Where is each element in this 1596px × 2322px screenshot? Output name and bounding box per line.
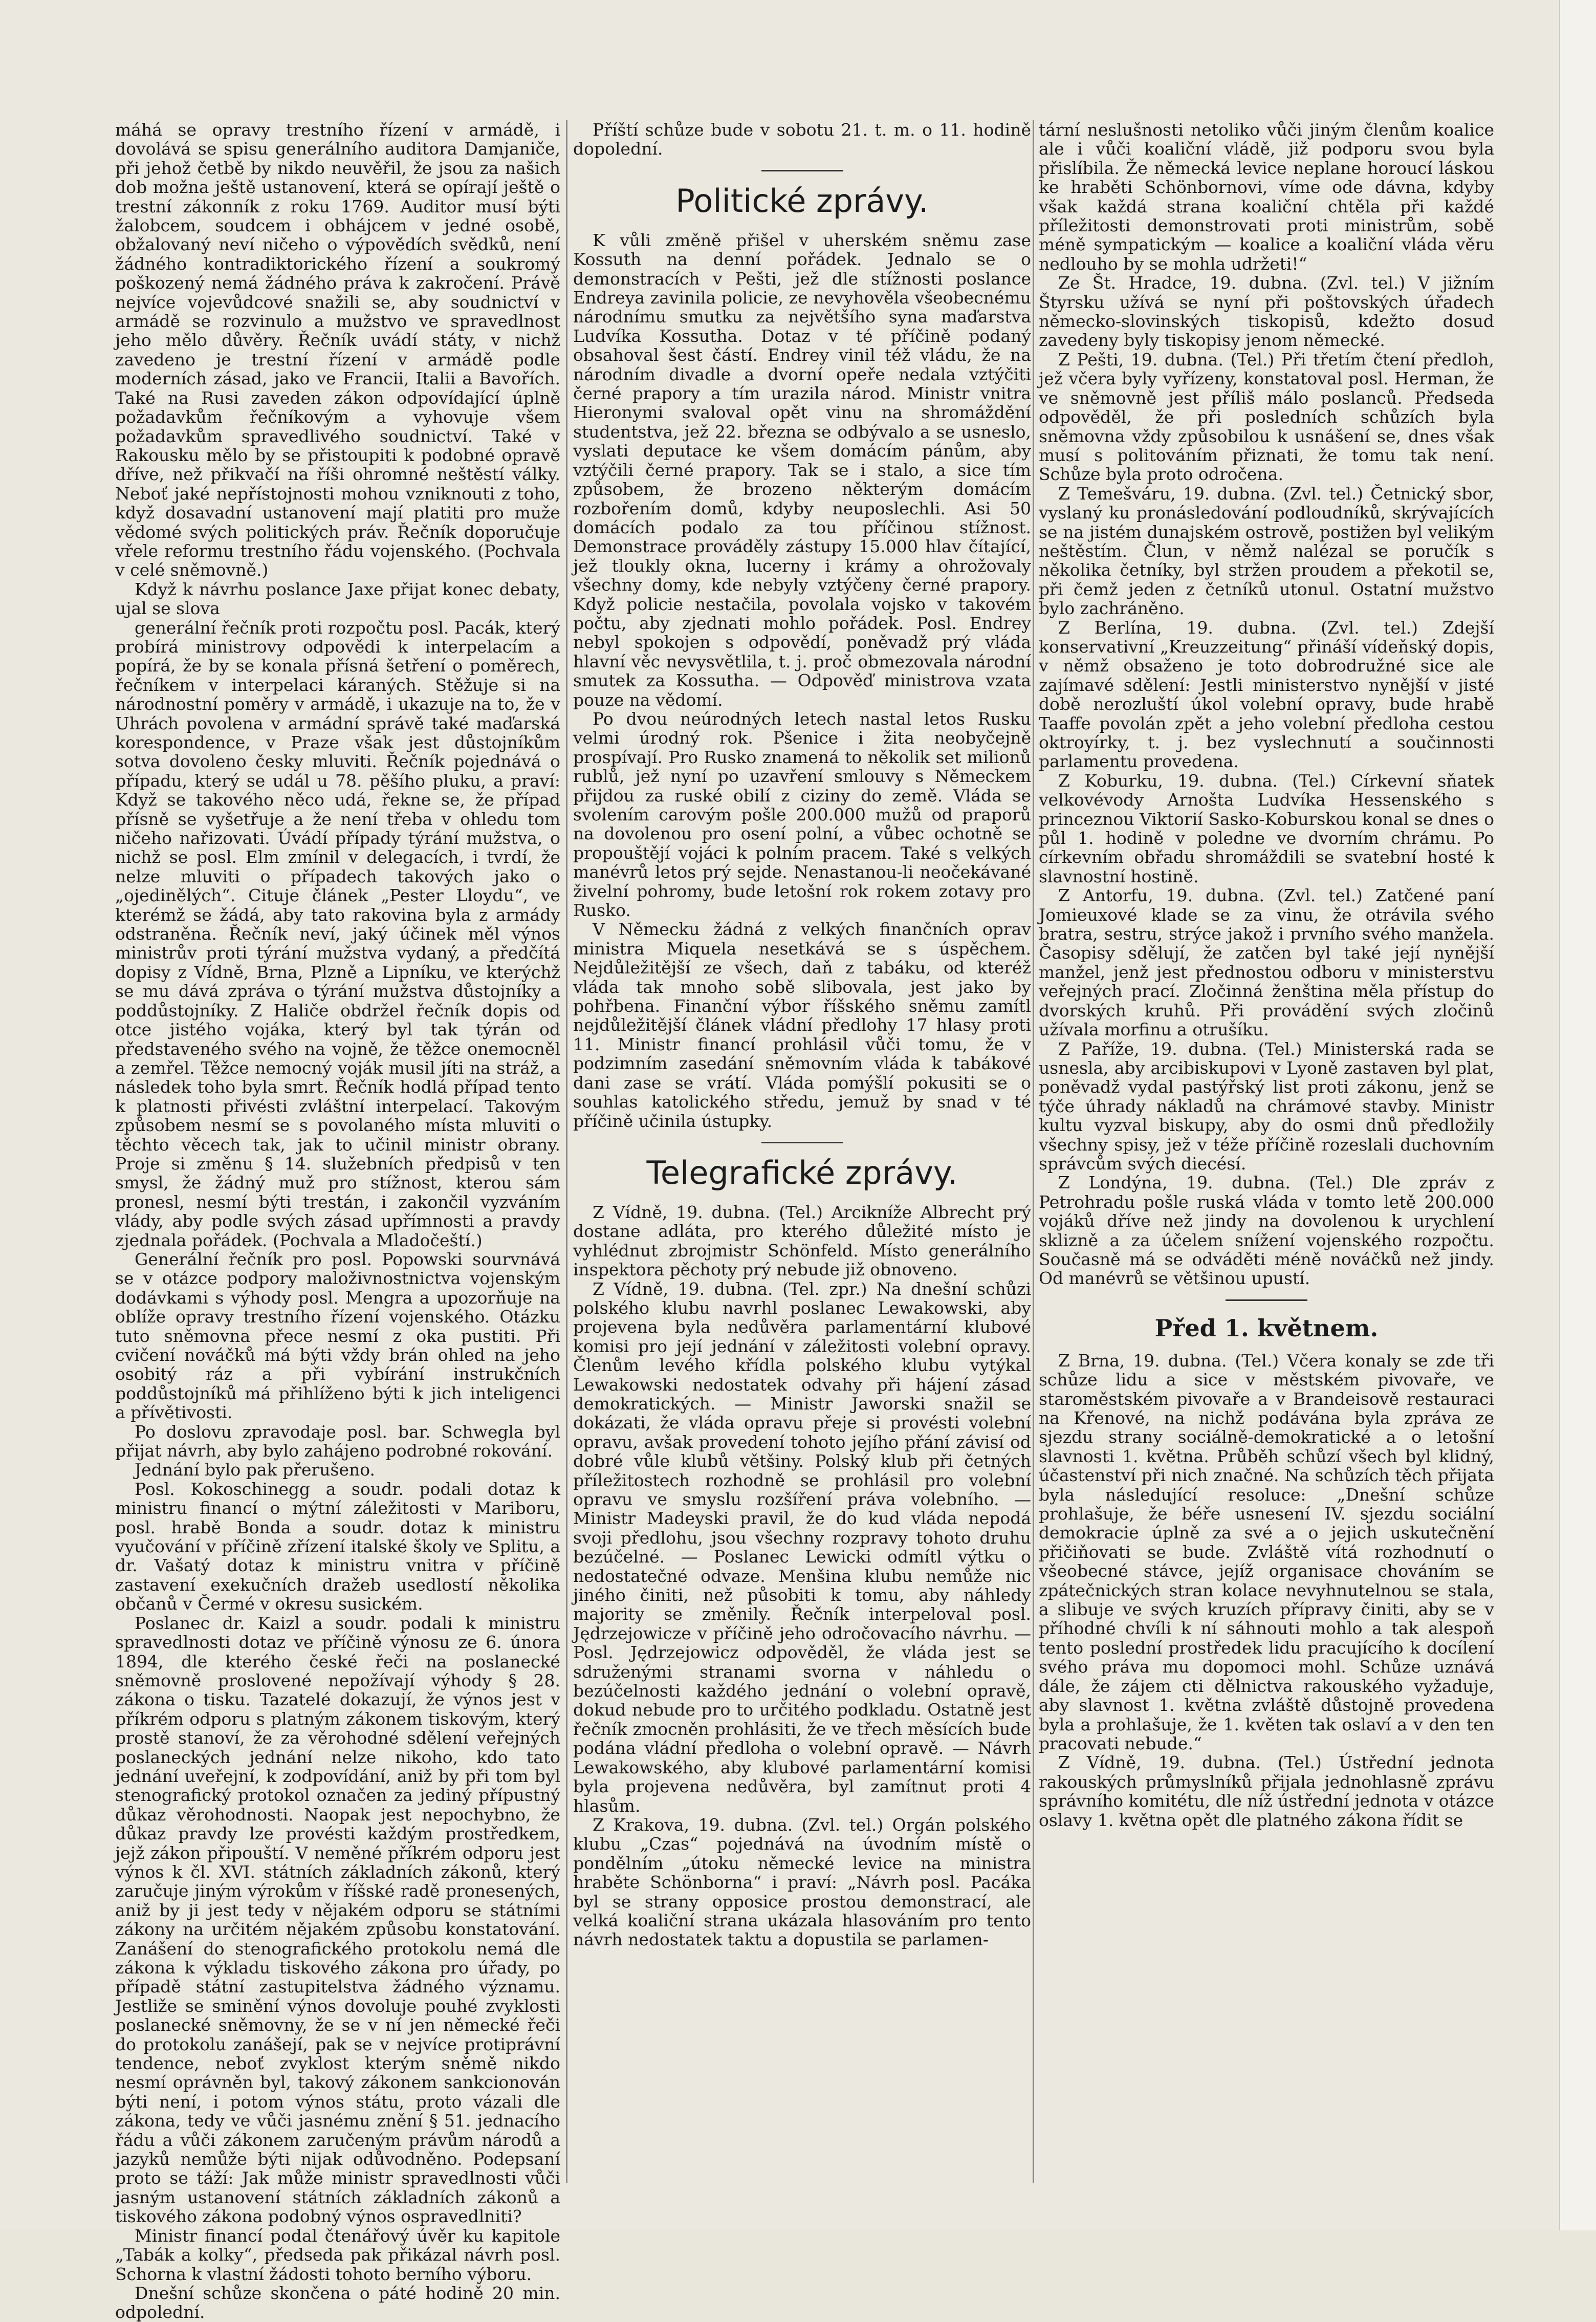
section-separator [761,1142,843,1143]
paragraph: Z Temešváru, 19. dubna. (Zvl. tel.) Četnický sbor, vyslaný ku pronásledování podloudníků, skrývajících se na jistém dunajském ostrově, postižen byl velikým neštěstím. Člun, v němž nalézal se poručík s několika četníky, byl stržen proudem a překotil se, při čemž jeden z četníků utonul. Ostatní mužstvo bylo zachráněno. [1039,483,1494,619]
paragraph: Posl. Kokoschinegg a soudr. podali dotaz k ministru financí o mýtní záležitosti v Mariboru, posl. hrabě Bonda a soudr. dotaz k ministru vyučování v příčině zřízení italské školy ve Splitu, a dr. Vašatý dotaz k ministru vnitra v příčině zastavení exekučních dražeb usedlostí několika občanů v Čermé v okresu susickém. [115,1479,560,1614]
paragraph: Z Paříže, 19. dubna. (Tel.) Ministerská rada se usnesla, aby arcibiskupovi v Lyoně zastaven byl plat, poněvadž vydal pastýřský list proti zákonu, jenž se týče úhrady nákladů na chrámové stavby. Ministr kultu vyzval biskupy, aby do osmi dnů předložily všechny spisy, jež v téže příčině rozeslali duchovním správcům svých diecésí. [1039,1038,1494,1174]
section-heading-telegraficke: Telegrafické zprávy. [646,1154,958,1191]
paragraph: Z Londýna, 19. dubna. (Tel.) Dle zpráv z Petrohradu pošle ruská vláda v tomto letě 200.000 vojáků dříve než jindy na dovolenou k urychlení sklizně a za účelem snížení vojenského rozpočtu. Současně má se odváděti méně nováčků než jindy. Od manévrů se většinou upustí. [1039,1173,1494,1289]
paragraph: Z Vídně, 19. dubna. (Tel.) Ústřední jednota rakouských průmyslníků přijala jednohlasně zprávu správního komitétu, dle níž ústřední jednota v otázce oslavy 1. května opět dle platného zákona řídit se [1039,1752,1494,1830]
paragraph: Z Berlína, 19. dubna. (Zvl. tel.) Zdejší konservativní „Kreuzzeitung“ přináší vídeňský dopis, v němž obsaženo je toto dobrodružné sice ale zajímavé sdělení: Jestli ministerstvo nynější v jisté době nerozluští úkol volební opravy, bude hrabě Taaffe povolán zpět a jeho volební předloha cestou oktroyírky, t. j. bez vyslechnutí a součinnosti parlamentu provedena. [1039,617,1494,772]
paragraph: Generální řečník pro posl. Popowski sourvnává se v otázce podpory maloživnostnictva vojenským dodávkami s výhody posl. Mengra a upozorňuje na oblíže opravy trestního řízení vojenského. Otázku tuto sněmovna přece nesmí z oka pustiti. Při cvičení nováčků má býti vždy brán ohled na jeho osobitý ráz a při vybírání instrukčních poddůstojníků má přihlíženo býti k jich inteligenci a přívětivosti. [115,1249,560,1423]
paragraph: Jednání bylo pak přerušeno. [135,1460,376,1480]
paragraph: Po dvou neúrodných letech nastal letos Rusku velmi úrodný rok. Pšenice i žita neobyčejně prospívají. Pro Rusko znamená to několik set milionů rublů, jež nyní po uzavření smlouvy s Německem přijdou za ruské obilí z ciziny do země. Vláda se svolením carovým pošle 200.000 mužů od praporů na dovolenou pro osení polní, a vůbec ochotně se propouštějí vojáci k polním pracem. Také s velkých manévrů letos prý sejde. Nenastanou-li neočekávané živelní pohromy, bude letošní rok rokem zotavy pro Rusko. [573,708,1031,921]
section-separator [761,170,843,171]
page-edge [1559,0,1596,2230]
paragraph: Z Brna, 19. dubna. (Tel.) Včera konaly se zde tři schůze lidu a sice v městském pivovaře, ve staroměstském pivovaře a v Brandeisově restauraci na Křenové, na nichž podávána byla zpráva ze sjezdu strany sociálně-demokratické a o letošní slavnosti 1. května. Průběh schůzí všech byl klidný, účastenství při nich značné. Na schůzích těch přijata byla následující resoluce: „Dnešní schůze prohlašuje, že béře usnesení IV. sjezdu sociální demokracie úplně za své a o jejich uskutečnění přičiňovati se bude. Zvláště vítá rozhodnutí o všeobecné stávce, jejíž organisace chováním se zpátečnických stran kolace nevyhnutelnou se stala, a slibuje ve svých kruzích přípravy činiti, aby se v příhodné chvíli k ní sáhnouti mohlo a tak alespoň tento poslední prostředek lidu pracujícího k docílení svého práva mu dopomoci mohl. Schůze uznává dále, že zájem cti dělnictva rakouského vyžaduje, aby slavnost 1. května zvláště důstojně provedena byla a prohlašuje, že 1. květen tak oslaví a v den ten pracovati nebude.“ [1039,1350,1494,1753]
paragraph: Příští schůze bude v sobotu 21. t. m. o 11. hodině dopolední. [573,120,1031,159]
paragraph: Ministr financí podal čtenářový úvěr ku kapitole „Tabák a kolky“, předseda pak přikázal návrh posl. Schorna k vlastní žádosti tohoto berního výboru. [115,2225,560,2284]
paragraph: tární neslušnosti netoliko vůči jiným členům koalice ale i vůči koaliční vládě, již podporu svou byla přislíbila. Že německá levice neplane horoucí láskou ke hraběti Schönbornovi, víme ode dávna, kdyby však každá strana koaliční chtěla při každé příležitosti demonstrovati proti ministrům, sobě méně sympatickým — koalice a koaliční vláda věru nedlouho by se mohla udržeti!“ [1039,120,1494,274]
paragraph: Ze Št. Hradce, 19. dubna. (Zvl. tel.) V jižním Štyrsku užívá se nyní při poštovských úřadech německo-slovinských tiskopisů, kdežto dosud zavedeny byly tiskopisy jenom německé. [1039,273,1494,351]
paragraph: generální řečník proti rozpočtu posl. Pacák, který probírá ministrovy odpovědi k interpelacím a popírá, že by se konala přísná šetření o poměrech, řečníkem v interpelaci káraných. Stěžuje si na národnostní poměry v armádě, i ukazuje na to, že v Uhrách povolena v armádní správě také maďarská korespondence, v Praze však jest důstojníkům sotva dovoleno česky mluviti. Řečník pojednává o případu, který se udál u 78. pěšího pluku, a praví: Když se takového něco udá, řekne se, že případ přísně se vyšetřuje a že není třeba v ohledu tom ničeho nařizovati. Úvádí případy týrání mužstva, o nichž se posl. Elm zmínil v delegacích, i tvrdí, že nelze mluviti o případech takových jako o „ojedinělých“. Cituje článek „Pester Lloydu“, ve kterémž se žádá, aby tato rakovina byla z armády odstraněna. Řečník neví, jaký účinek měl výnos ministrův proti týrání mužstva vydaný, a předčítá dopisy z Vídně, Brna, Plzně a Lipníku, ve kterýchž se mu dává zpráva o týrání mužstva důstojníky a poddůstojníky. Z Haliče obdržel řečník dopis od otce jistého vojáka, který byl tak týrán od představeného svého na vojně, že těžce onemocněl a zemřel. Těžce nemocný voják musil jíti na stráž, a následek toho byla smrt. Řečník hodlá případ tento k platnosti přivésti zvláštní interpelací. Takovým způsobem nesmí se s povolaného místa mluviti o těchto věcech tak, jak to učinil ministr obrany. Proje si změnu § 14. služebních předpisů v ten smysl, že žádný muž pro stížnost, kterou sám pronesl, nesmí býti trestán, i zakončil vyzváním vlády, aby podle svých zásad upřímnosti a pravdy zjednala pořádek. (Pochvala a Mladočeští.) [115,617,560,1250]
paragraph: Z Koburku, 19. dubna. (Tel.) Církevní sňatek velkovévody Arnošta Ludvíka Hessenského s princeznou Viktorií Sasko-Koburskou konal se dnes o půl 1. hodině v poledne ve dvorním chrámu. Po církevním obřadu shromáždili se svatební hosté k slavnostní hostině. [1039,770,1494,886]
paragraph: Z Vídně, 19. dubna. (Tel. zpr.) Na dnešní schůzi polského klubu navrhl poslanec Lewakowski, aby projevena byla nedůvěra parlamentární klubové komisi pro její jednání v záležitosti volební opravy. Členům levého křídla polského klubu vytýkal Lewakowski nedostatek odvahy při hájení zásad demokratických. — Ministr Jaworski snažil se dokázati, že vláda opravu přeje si provésti volební opravu, avšak provedení tohoto jejího přání závisí od dobré vůle klubů většiny. Polský klub při četných příležitostech rozhodně se prohlásil pro volební opravu ve smyslu rozšíření práva volebního. — Ministr Madeyski pravil, že do kud vláda nepodá svoji předlohu, jsou všechny rozpravy tohoto druhu bezúčelné. — Poslanec Lewicki odmítl výtku o nedostatečné odvaze. Menšina klubu nemůže nic jiného činiti, než působiti k tomu, aby náhledy majority se změnily. Řečník interpeloval posl. Jędrzejowicze v příčině jeho odročovacího návrhu. — Posl. Jędrzejowicz odpověděl, že vláda jest se sdruženými stranami svorna v náhledu o bezúčelnosti každého jednání o volební opravě, dokud nebude pro to určitého podkladu. Ostatně jest řečník zmocněn prohlásiti, že ve třech měsících bude podána vládní předloha o volební opravě. — Návrh Lewakowského, aby klubové parlamentární komisi byla projevena nedůvěra, byl zamítnut proti 4 hlasům. [573,1278,1031,1816]
paragraph: Z Pešti, 19. dubna. (Tel.) Při třetím čtení předloh, jež včera byly vyřízeny, konstatoval posl. Herman, že ve sněmovně jest příliš málo poslanců. Předseda odpověděl, že při posledních schůzích byla sněmovna vždy způsobilou k usnášení se, dnes však musí s politováním přiznati, že tomu tak není. Schůze byla proto odročena. [1039,349,1494,485]
paragraph: Po doslovu zpravodaje posl. bar. Schwegla byl přijat návrh, aby bylo zahájeno podrobné rokování. [115,1421,560,1461]
section-separator [1226,1299,1307,1301]
paragraph: Z Antorfu, 19. dubna. (Zvl. tel.) Zatčené paní Jomieuxové klade se za vinu, že otrávila svého bratra, sestru, strýce jakož i prvního svého manžela. Časopisy sdělují, že zatčen byl také její nynější manžel, jenž jest přednostou odboru v ministerstvu veřejných prací. Zločinná ženština měla přístup do dvorských kruhů. Při provádění svých zločinů užívala morfinu a otrušíku. [1039,885,1494,1040]
paragraph: K vůli změně přišel v uherském sněmu zase Kossuth na denní pořádek. Jednalo se o demonstracích v Pešti, jež dle stížnosti poslance Endreya zavinila policie, ze nevyhověla všeobecnému národnímu smutku za největšího syna maďarstva Ludvíka Kossutha. Dotaz v té příčině podaný obsahoval šest částí. Endrey vinil též vládu, že na národním divadle a dvorní opeře nedala vztýčiti černé prapory a tím urazila národ. Ministr vnitra Hieronymi svaloval opět vinu na shromáždění studentstva, jež 22. března se odbývalo a se usneslo, vyslati deputace ke všem domácím pánům, aby vztýčili černé prapory. Tak se i stalo, a sice tím způsobem, že brozeno některým domácím rozbořením domů, kdyby neuposlechli. Asi 50 domácích podalo za tou příčinou stížnost. Demonstrace prováděly zástupy 15.000 hlav čítající, jež tloukly okna, lucerny i krámy a ohrožovaly všechny domy, kde nebyly vztýčeny černé prapory. Když policie nestačila, povolala vojsko v takovém počtu, aby zjednati mohlo pořádek. Posl. Endrey nebyl spokojen s odpovědí, poněvadž prý vláda hlavní věc nevysvětlila, t. j. proč obmezovala národní smutek za Kossutha. — Odpověď ministrova vzata pouze na vědomí. [573,230,1031,710]
column-1 [115,120,560,2322]
paragraph: Poslanec dr. Kaizl a soudr. podali k ministru spravedlnosti dotaz ve příčině výnosu ze 6. února 1894, dle kterého české řeči na poslanecké sněmovně proslovené nepožívají výhody § 28. zákona o tisku. Tazatelé dokazují, že výnos jest v příkrém odporu s platným zákonem tiskovým, který prostě stanoví, že za věrohodné sdělení veřejných poslaneckých jednání nelze nikoho, kdo tato jednání uveřejní, k zodpovídání, aniž by při tom byl stenografický protokol označen za jediný přípustný důkaz věrohodnosti. Naopak jest nepochybno, že důkaz pravdy lze provésti každým prostředkem, jejž zákon připouští. V neměné příkrém odporu jest výnos k čl. XVI. státních základních zákonů, který zaručuje jiným výrokům v říšské radě pronesených, aniž by ji jest tedy v nějakém odporu se státními zákony na určitém nějakém způsobu konstatování. Zanášení do stenografického protokolu nemá dle zákona k výkladu tiskového zákona pro úřady, po případě státní zastupitelstva žádného významu. Jestliže se sminění výnos dovoluje pouhé zvyklosti poslanecké sněmovny, že se v ní jen německé řeči do protokolu zanášejí, pak se v nejvíce protiprávní tendence, neboť zvyklost kterým sněmě nikdo nesmí oprávněn byl, takový zákonem sankcionován býti není, i potom výnos státu, proto vázali dle zákona, tedy ve vůči jasnému znění § 51. jednacího řádu a vůči zákonem zaručeným právům národů a jazyků nemůže býti nijak odůvodněno. Podepsaní proto se táží: Jak může ministr spravedlnosti vůči jasným ustanovení státních základních zákonů a tiskového zákona podobný výnos ospravedlniti? [115,1613,560,2227]
column-2 [573,120,1031,2188]
paragraph: Když k návrhu poslance Jaxe přijat konec debaty, ujal se slova [115,579,560,619]
section-heading-politicke: Politické zprávy. [675,182,929,220]
column-rule [1033,120,1034,2183]
paragraph: V Německu žádná z velkých finančních oprav ministra Miquela nesetkává se s úspěchem. Nejdůležitější ze všech, daň z tabáku, od kteréž vláda tak mnoho sobě slibovala, jest jako by pohřbena. Finanční výbor říšského sněmu zamítl nejdůležitější článek vládní předlohy 17 hlasy proti 11. Ministr financí prohlásil vůči tomu, že v podzimním zasedání sněmovním vláda k tabákové dani zase se vrátí. Vláda pomýšlí pokusiti se o souhlas katolického středu, jemuž by snad v té příčině učinila ústupky. [573,919,1031,1131]
column-rule [566,120,567,2183]
paragraph: Z Krakova, 19. dubna. (Zvl. tel.) Orgán polského klubu „Czas“ pojednává na úvodním místě o pondělním „útoku německé levice na ministra hraběte Schönborna“ i praví: „Návrh posl. Pacáka byl se strany opposice prostou demonstrací, ale velká koaliční strana ukázala hlasováním pro tento návrh nedostatek taktu a dopustila se parlamen- [573,1814,1031,1950]
section-heading-kveten: Před 1. květnem. [1154,1314,1379,1342]
column-3 [1039,120,1494,2188]
paragraph: Dnešní schůze skončena o páté hodině 20 min. odpolední. [115,2283,560,2322]
paragraph: máhá se opravy trestního řízení v armádě, i dovolává se spisu generálního auditora Damjaniče, při jehož četbě by nikdo neuvěřil, že jsou za našich dob možna ještě ustanovení, která se opírají ještě o trestní zákonník z roku 1769. Auditor musí býti žalobcem, soudcem i obhájcem v jedné osobě, obžalovaný neví ničeho o výpovědích svědků, není žádného kontradiktorického řízení a soukromý poškozený nemá žádného práva k zakročení. Právě nejvíce vojevůdcové snažili se, aby soudnictví v armádě se rozvinulo a mužstvo ve spravedlnost jeho mělo důvěry. Řečník uvádí státy, v nichž zavedeno je trestní řízení v armádě podle moderních zásad, jako ve Francii, Italii a Bavořích. Také na Rusi zaveden zákon odpovídající úplně požadavkům řečníkovým a vyhovuje všem požadavkům spravedlivého soudnictví. Také v Rakousku mělo by se přistoupiti k podobné opravě dříve, než přikvačí na říši ohromné neštěstí války. Neboť jaké nepřístojnosti mohou vzniknouti z toho, když dosavadní ustanovení mají platiti pro muže vědomé svých politických práv. Řečník doporučuje vřele reformu trestního řádu vojenského. (Pochvala v celé sněmovně.) [115,120,560,580]
paragraph: Z Vídně, 19. dubna. (Tel.) Arcikníže Albrecht prý dostane adláta, pro kterého důležité místo je vyhlédnut zbrojmistr Schönfeld. Místo generálního inspektora pěchoty prý nebude již obnoveno. [573,1202,1031,1280]
